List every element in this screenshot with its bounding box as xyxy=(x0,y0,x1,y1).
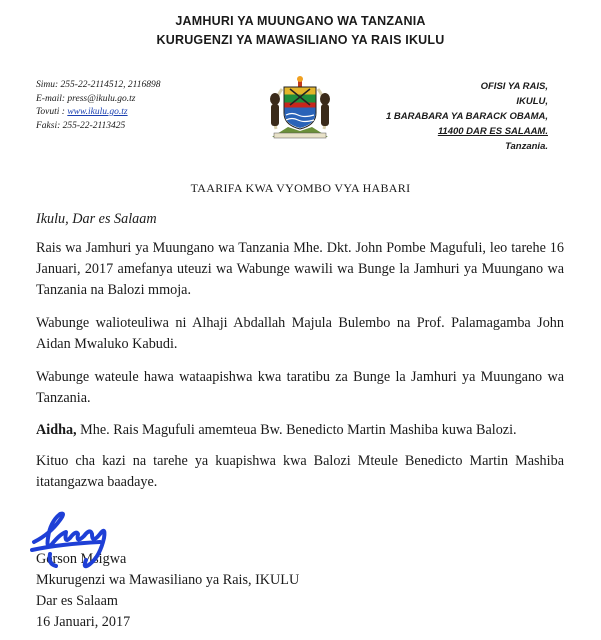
paragraph-3: Wabunge wateule hawa wataapishwa kwa taratibu za Bunge la Jamhuri ya Muungano wa Tanzania. xyxy=(36,369,564,406)
website-line xyxy=(36,106,160,120)
address-line-5: Tanzania. xyxy=(505,141,548,152)
paragraph-4 xyxy=(36,420,564,441)
signoff-date: 16 Januari, 2017 xyxy=(36,614,131,630)
letterhead-title: JAMHURI YA MUUNGANO WA TANZANIA xyxy=(175,14,426,28)
website-link[interactable]: www.ikulu.go.tz xyxy=(67,107,128,117)
email-line: E-mail: press@ikulu.go.tz xyxy=(36,93,136,104)
office-address xyxy=(386,79,548,154)
paragraph-4-lead: Aidha, xyxy=(36,422,77,438)
paragraph-2: Wabunge walioteuliwa ni Alhaji Abdallah Majula Bulembo na Prof. Palamagamba John Aidan Mwaluko Kabudi. xyxy=(36,315,564,352)
phone-line: Simu: 255-22-2114512, 2116898 xyxy=(36,80,161,90)
address-line-2: IKULU, xyxy=(516,96,548,107)
fax-line: Faksi: 255-22-2113425 xyxy=(36,120,126,131)
handwritten-signature xyxy=(30,504,116,574)
signoff-city: Dar es Salaam xyxy=(36,593,118,609)
coat-of-arms-icon xyxy=(266,75,334,139)
address-line-4: 11400 DAR ES SALAAM. xyxy=(437,126,548,137)
dateline-place: Ikulu, Dar es Salaam xyxy=(36,211,157,227)
address-line-1: OFISI YA RAIS, xyxy=(480,81,548,92)
signatory-position: Mkurugenzi wa Mawasiliano ya Rais, IKULU xyxy=(36,572,300,588)
paragraph-5: Kituo cha kazi na tarehe ya kuapishwa kwa Balozi Mteule Benedicto Martin Mashiba itatangazwa baadaye. xyxy=(36,453,564,490)
contact-block xyxy=(36,79,160,133)
signatory-name: Gerson Msigwa xyxy=(36,551,127,567)
address-line-3: 1 BARABARA YA BARACK OBAMA, xyxy=(385,111,548,122)
paragraph-4-text: Mhe. Rais Magufuli amemteua Bw. Benedicto Martin Mashiba kuwa Balozi. xyxy=(76,422,517,438)
letterhead-subtitle: KURUGENZI YA MAWASILIANO YA RAIS IKULU xyxy=(156,33,445,47)
document-title: TAARIFA KWA VYOMBO VYA HABARI xyxy=(190,181,411,195)
website-label: Tovuti : xyxy=(36,107,68,117)
paragraph-1: Rais wa Jamhuri ya Muungano wa Tanzania Mhe. Dkt. John Pombe Magufuli, leo tarehe 16 Januari, 2017 amefanya uteuzi wa Wabunge wawili wa Bunge la Jamhuri ya Muungano wa Tanzania na Balozi mmoja. xyxy=(36,240,564,298)
